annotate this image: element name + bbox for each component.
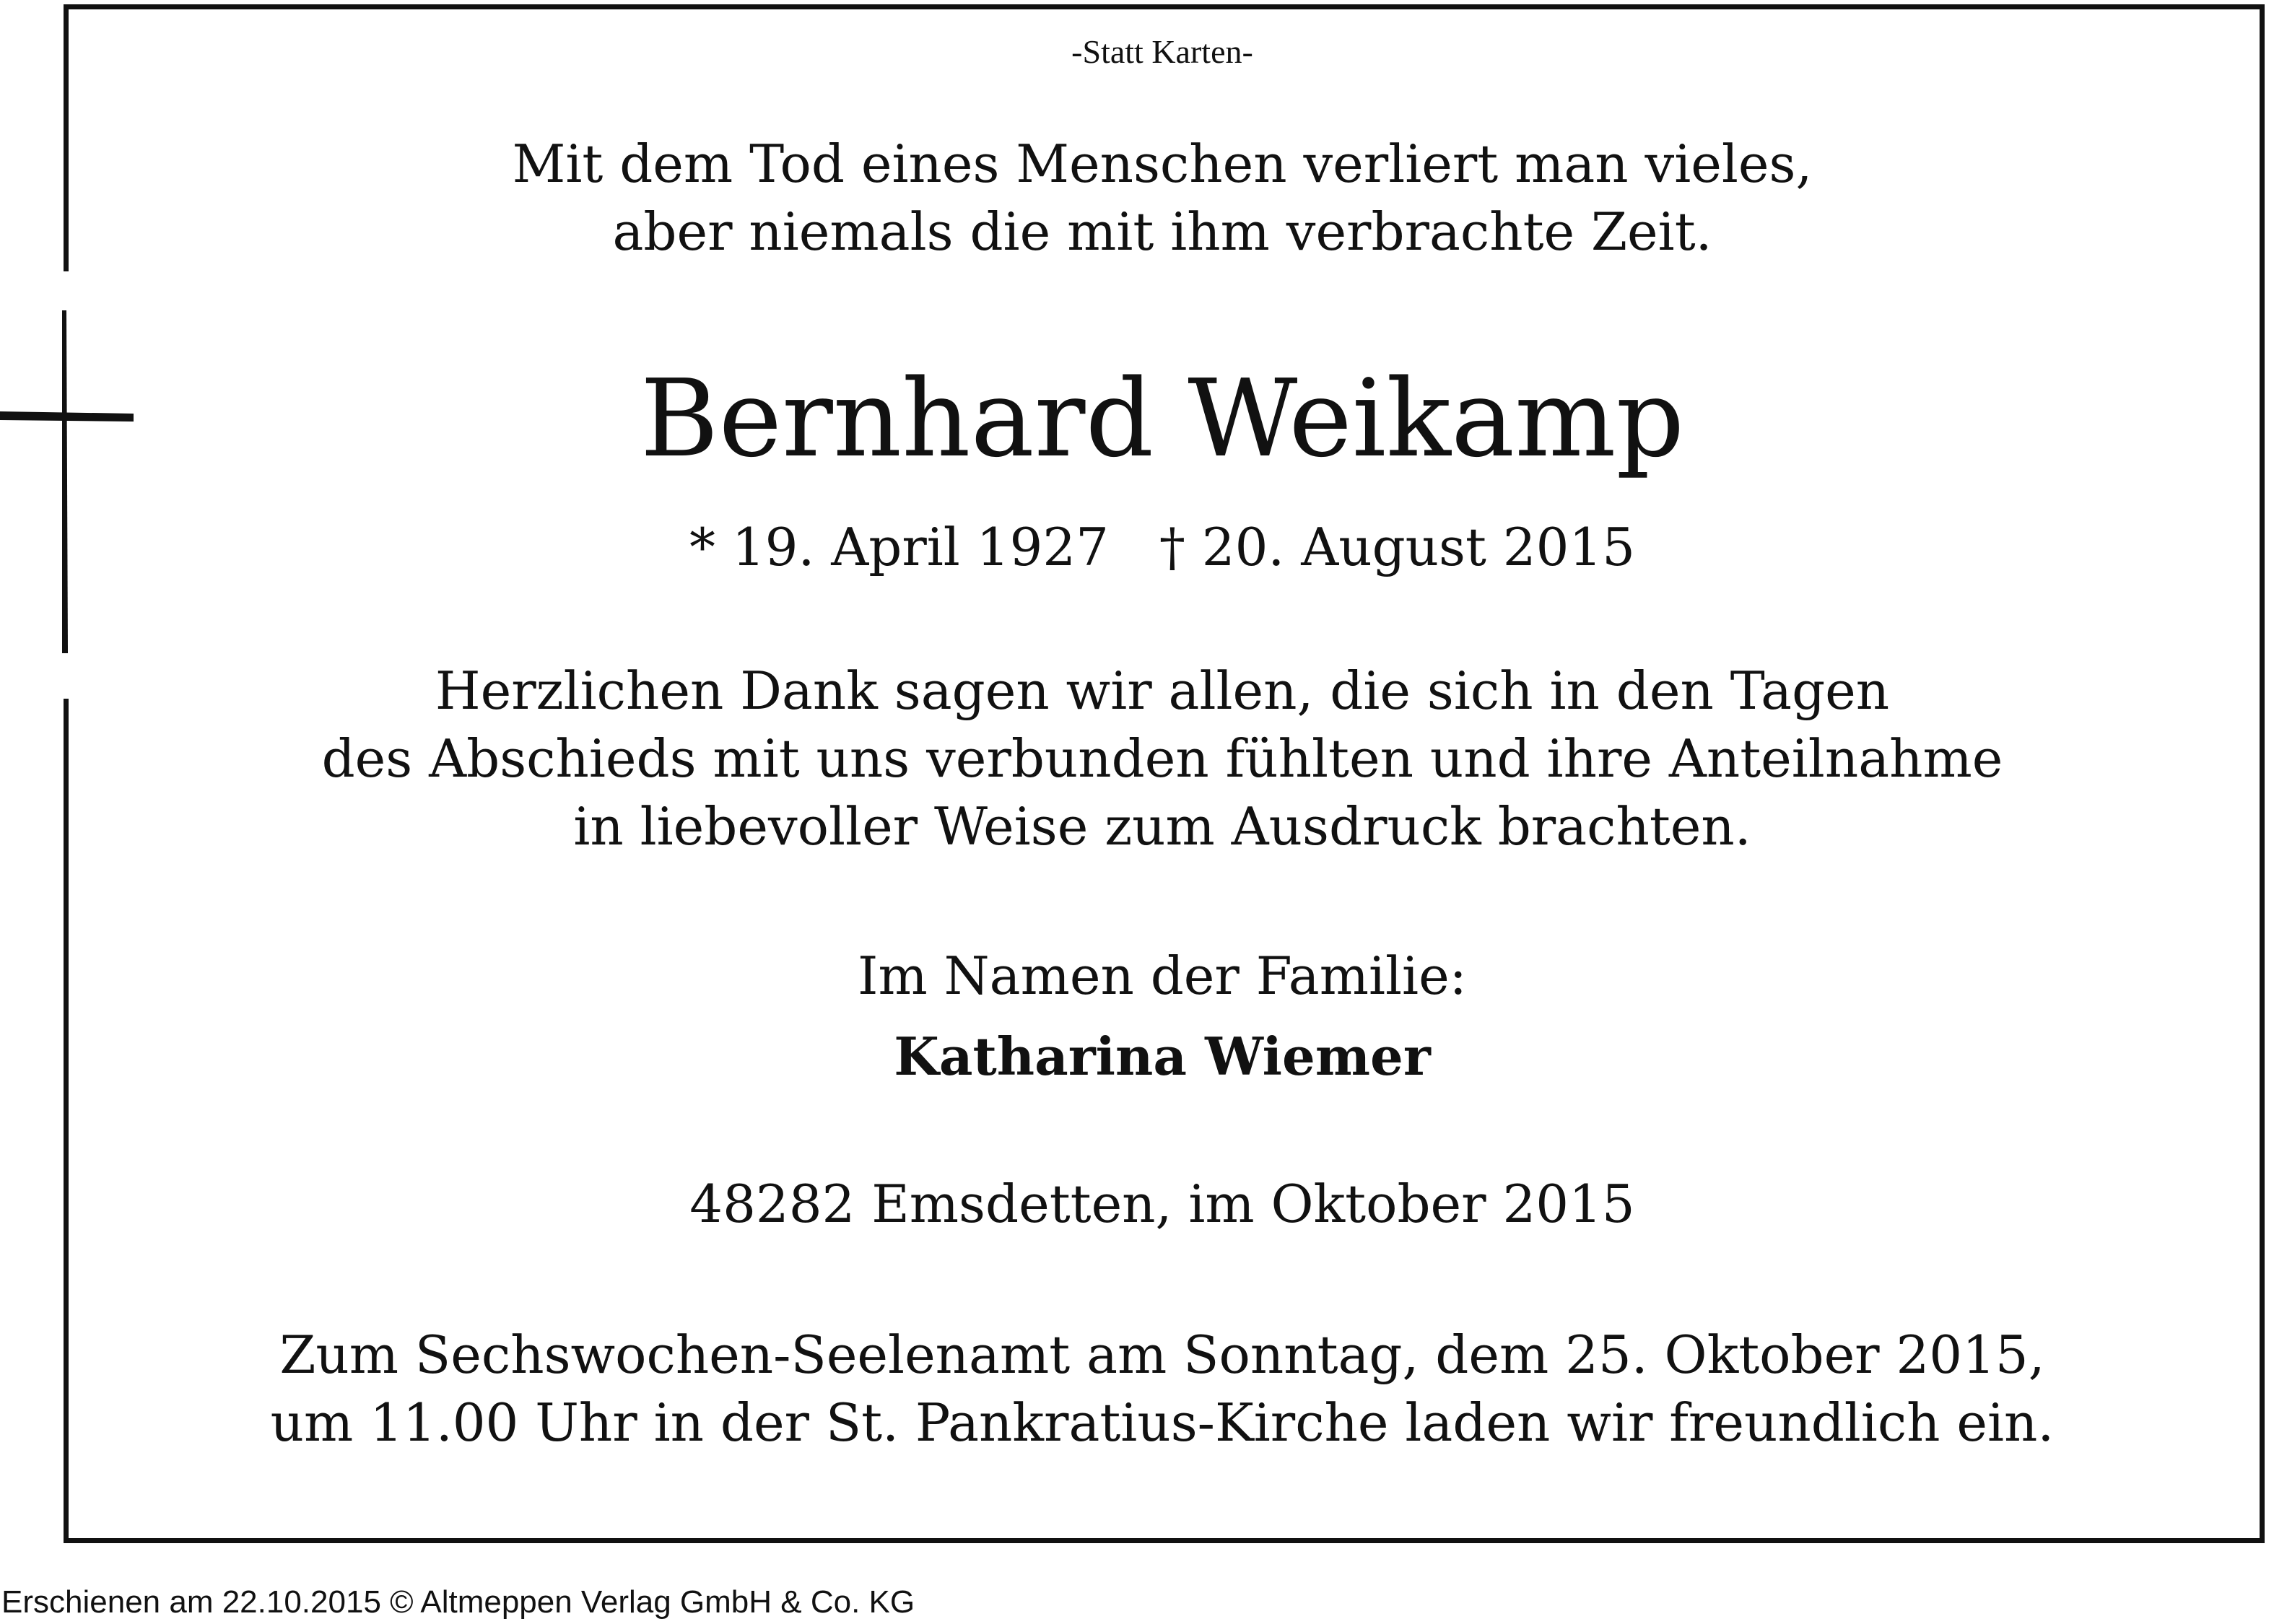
thanks-line-3: in liebevoller Weise zum Ausdruck brachten. [573,796,1751,857]
frame-left-border-upper [64,4,69,271]
quote-line-2: aber niemals die mit ihm verbrachte Zeit. [612,201,1712,262]
memorial-quote [79,130,2245,266]
place-and-date: 48282 Emsdetten, im Oktober 2015 [689,1174,1635,1234]
thanks-text [79,657,2245,860]
deceased-name: Bernhard Weikamp [640,357,1685,481]
family-signatory: Katharina Wiemer [894,1026,1431,1087]
frame-bottom-border [64,1538,2265,1543]
statt-karten-label: -Statt Karten- [1071,33,1253,70]
frame-top-border [64,4,2264,9]
mass-line-1: Zum Sechswochen-Seelenamt am Sonntag, dem 25. Oktober 2015, [279,1324,2045,1385]
death-date: † 20. August 2015 [1159,517,1636,577]
birth-date: * 19. April 1927 [689,517,1109,577]
thanks-line-2: des Abschieds mit uns verbunden fühlten und ihre Anteilnahme [321,728,2003,789]
family-label: Im Namen der Familie: [858,946,1467,1006]
quote-line-1: Mit dem Tod eines Menschen verliert man vieles, [512,134,1813,194]
publication-footer: Erschienen am 22.10.2015 © Altmeppen Verlag GmbH & Co. KG [1,1584,915,1620]
thanks-line-1: Herzlichen Dank sagen wir allen, die sich in den Tagen [435,660,1890,721]
frame-left-border-lower [64,699,69,1543]
mass-line-2: um 11.00 Uhr in der St. Pankratius-Kirche laden wir freundlich ein. [270,1392,2055,1453]
frame-right-border [2260,4,2265,1543]
life-dates [79,514,2245,580]
memorial-mass-info [79,1321,2245,1457]
